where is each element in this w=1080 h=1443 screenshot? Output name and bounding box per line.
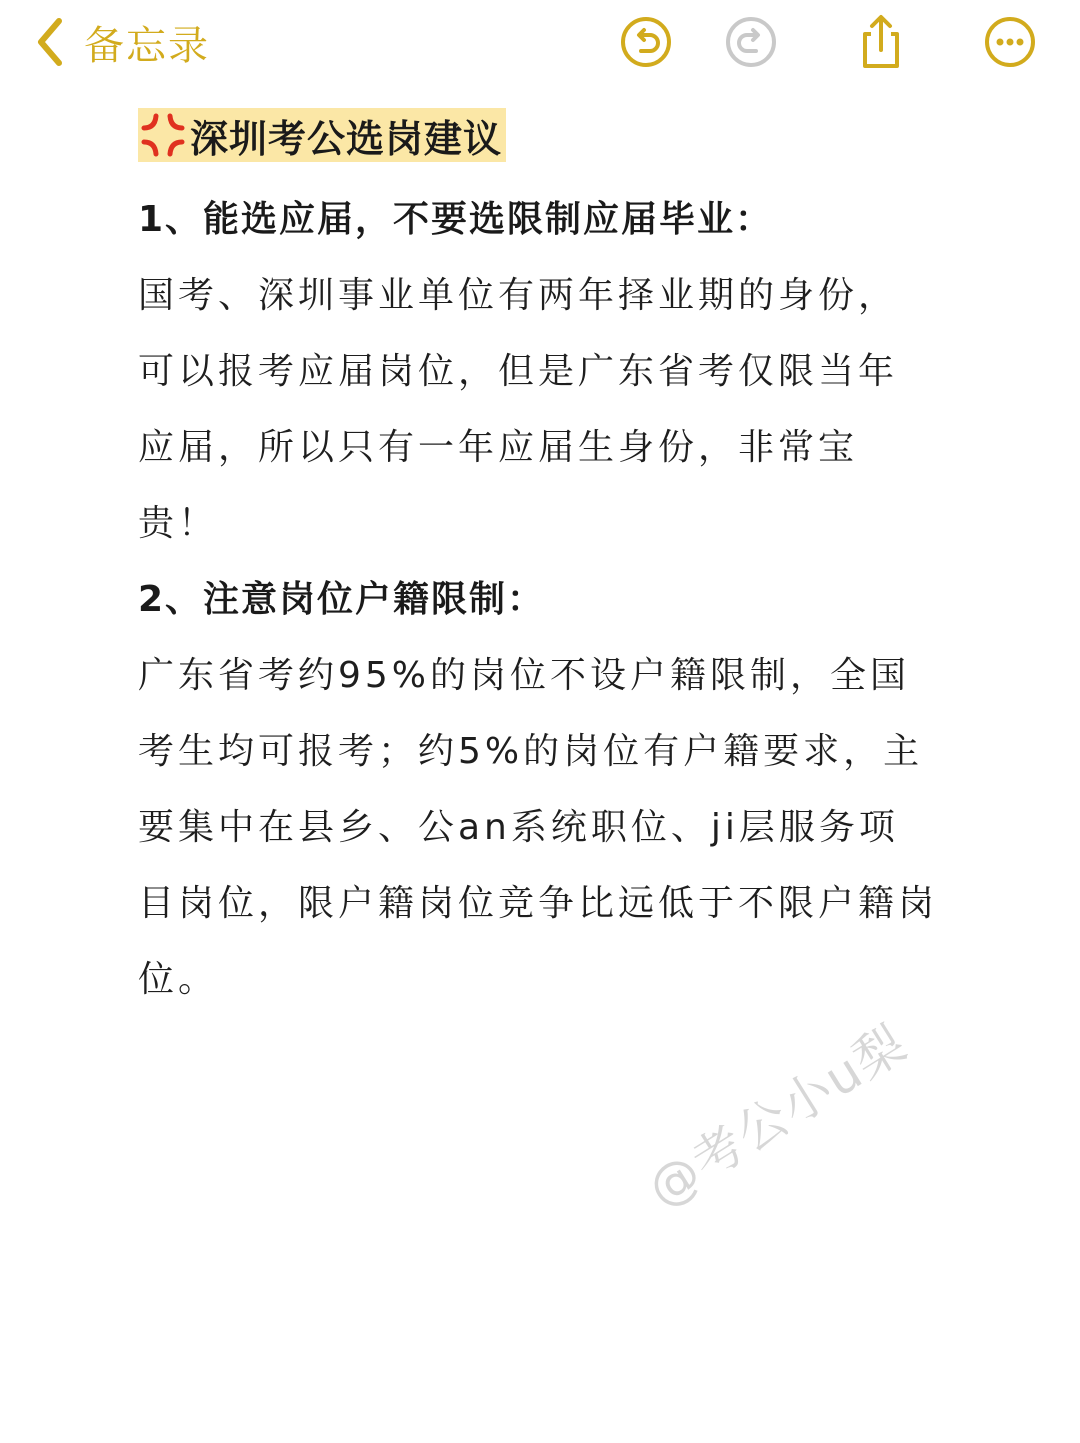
back-button[interactable]: [30, 10, 210, 74]
redo-icon: [724, 15, 778, 69]
more-icon: [983, 15, 1037, 69]
chevron-left-icon: [30, 16, 70, 68]
back-label: 备忘录: [84, 22, 210, 69]
top-toolbar: [0, 0, 1080, 86]
note-title: [138, 108, 506, 162]
undo-button[interactable]: [618, 14, 674, 70]
watermark: @考公小u梨: [637, 1013, 918, 1219]
section-heading-1: 1、能选应届，不要选限制应届毕业：: [138, 199, 774, 240]
anger-symbol-icon: [140, 112, 186, 158]
share-button[interactable]: [853, 14, 909, 70]
share-icon: [854, 12, 908, 72]
section-body-2: 广东省考约95%的岗位不设户籍限制，全国考生均可报考；约5%的岗位有户籍要求，主要集中在县乡、公an系统职位、ji层服务项目岗位，限户籍岗位竞争比远低于不限户籍岗位。: [138, 655, 939, 1000]
section-heading-2: 2、注意岗位户籍限制：: [138, 579, 546, 620]
note-body[interactable]: [138, 108, 958, 1018]
more-button[interactable]: [982, 14, 1038, 70]
note-title-text: 深圳考公选岗建议: [190, 116, 503, 161]
undo-icon: [619, 15, 673, 69]
section-body-1: 国考、深圳事业单位有两年择业期的身份，可以报考应届岗位，但是广东省考仅限当年应届，所以只有一年应届生身份，非常宝贵！: [138, 275, 899, 544]
redo-button[interactable]: [723, 14, 779, 70]
